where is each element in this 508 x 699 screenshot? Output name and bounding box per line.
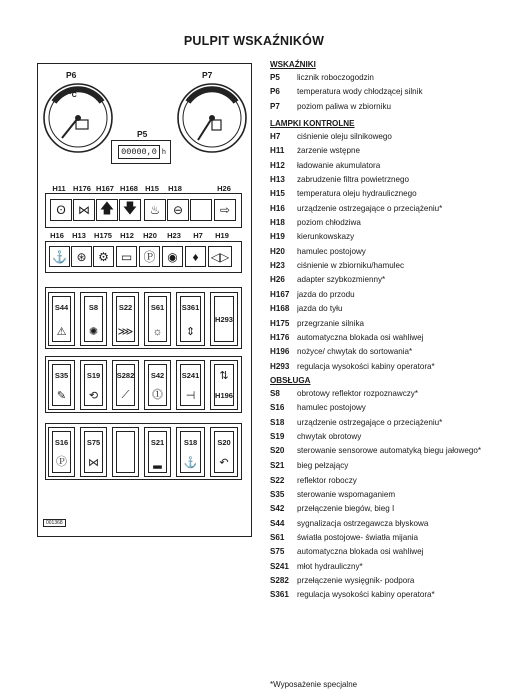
legend-desc: przegrzanie silnika bbox=[297, 318, 365, 328]
legend-desc: poziom chłodziwa bbox=[297, 218, 361, 228]
legend-desc: przełączenie wysięgnik- podpora bbox=[297, 576, 415, 585]
legend-desc: temperatura oleju hydraulicznego bbox=[297, 189, 417, 199]
switch-s18[interactable]: S18 ⚓ bbox=[176, 427, 205, 477]
legend-desc: kierunkowskazy bbox=[297, 232, 355, 242]
legend-item bbox=[270, 288, 500, 302]
legend-desc: regulacja wysokości kabiny operatora* bbox=[297, 590, 435, 600]
legend-code: S44 bbox=[270, 518, 285, 528]
legend-code: S241 bbox=[270, 561, 289, 571]
footnote: *Wyposażenie specjalne bbox=[270, 680, 358, 689]
legend-desc: automatyczna blokada osi wahliwej bbox=[297, 332, 424, 342]
legend-item bbox=[270, 130, 500, 144]
legend-item bbox=[270, 545, 500, 559]
legend-code: H11 bbox=[270, 146, 285, 156]
legend-code: H20 bbox=[270, 246, 285, 256]
parking-brake-switch-icon: Ⓟ bbox=[56, 456, 67, 468]
legend-item bbox=[270, 245, 500, 259]
legend-desc: chwytak obrotowy bbox=[297, 431, 362, 441]
hour-meter-value: 00000,0 bbox=[118, 145, 160, 159]
switch-s8[interactable]: S8 ✺ bbox=[80, 292, 107, 346]
legend-item bbox=[270, 317, 500, 331]
legend-code: S19 bbox=[270, 431, 285, 441]
legend-desc: temperatura wody chłodzącej silnik bbox=[297, 87, 423, 97]
legend-code: S18 bbox=[270, 417, 285, 427]
switch-s20[interactable]: S20 ↶ bbox=[210, 427, 238, 477]
switch-s16[interactable]: S16 Ⓟ bbox=[48, 427, 75, 477]
glow-plug-icon: ʘ bbox=[50, 199, 72, 221]
cab-height-icon: ⇕ bbox=[185, 326, 196, 338]
wskazniki-list bbox=[270, 71, 500, 114]
legend-code: H175 bbox=[270, 318, 290, 328]
parking-brake-icon: Ⓟ bbox=[139, 246, 160, 267]
legend-item bbox=[270, 430, 500, 444]
legend-desc: nożyce/ chwytak do sortowania* bbox=[297, 347, 413, 357]
switch-s19[interactable]: S19 ⟲ bbox=[80, 360, 107, 410]
legend-desc: reflektor roboczy bbox=[297, 475, 357, 485]
switch-s35[interactable]: S35 ✎ bbox=[48, 360, 75, 410]
lamp-h293: H293 bbox=[210, 292, 238, 346]
legend-code: S35 bbox=[270, 489, 285, 499]
coolant-level-icon: ⊖ bbox=[167, 199, 189, 221]
legend-desc: światła postojowe- światła mijania bbox=[297, 532, 419, 542]
legend-item bbox=[270, 100, 500, 114]
beacon-icon: ✺ bbox=[88, 326, 99, 338]
gauge-p6-unit: °C bbox=[69, 92, 77, 99]
legend-code: S21 bbox=[270, 461, 285, 471]
legend-code: S16 bbox=[270, 403, 285, 413]
legend-item bbox=[270, 85, 500, 99]
switch-s22[interactable]: S22 ⋙ bbox=[112, 292, 139, 346]
lamp-label-h18: H18 bbox=[168, 184, 182, 193]
legend-item bbox=[270, 71, 500, 85]
legend-item bbox=[270, 159, 500, 173]
work-light-icon: ⋙ bbox=[117, 326, 134, 338]
axle-lock-icon: ⋈ bbox=[73, 199, 95, 221]
legend-item bbox=[270, 259, 500, 273]
lamp-label-h16: H16 bbox=[50, 231, 64, 240]
legend-code: H176 bbox=[270, 332, 290, 342]
hour-meter-label: P5 bbox=[137, 129, 148, 139]
legend-desc: automatyczna blokada osi wahliwej bbox=[297, 547, 424, 557]
legend-item bbox=[270, 517, 500, 531]
legend-desc: zabrudzenie filtra powietrznego bbox=[297, 175, 410, 185]
legend-code: H7 bbox=[270, 132, 281, 142]
arrow-down-icon: 🡇 bbox=[119, 199, 141, 221]
section-heading-obsluga: OBSŁUGA bbox=[270, 375, 311, 385]
hazard-icon: ⚠ bbox=[56, 326, 67, 338]
legend-desc: żarzenie wstępne bbox=[297, 146, 360, 156]
legend-code: S22 bbox=[270, 475, 285, 485]
lamp-label-h13: H13 bbox=[72, 231, 86, 240]
blank-lamp bbox=[190, 199, 212, 221]
legend-desc: hamulec postojowy bbox=[297, 246, 366, 256]
lamp-label-h26: H26 bbox=[217, 184, 231, 193]
legend-code: H18 bbox=[270, 218, 285, 228]
legend-item bbox=[270, 202, 500, 216]
legend-code: S282 bbox=[270, 576, 289, 585]
legend-desc: sterowanie wspomaganiem bbox=[297, 489, 396, 499]
switch-s44[interactable]: S44 ⚠ bbox=[48, 292, 75, 346]
legend-item bbox=[270, 488, 500, 502]
legend-desc: regulacja wysokości kabiny operatora* bbox=[297, 361, 435, 371]
legend-item bbox=[270, 444, 500, 459]
creep-speed-icon: ▂ bbox=[153, 457, 162, 469]
legend-item bbox=[270, 459, 500, 473]
legend-desc: licznik roboczogodzin bbox=[297, 73, 374, 82]
lamp-label-h23: H23 bbox=[167, 231, 181, 240]
legend bbox=[270, 58, 500, 603]
turn-signal-icon: ◁▷ bbox=[208, 246, 232, 267]
section-heading-wskazniki: WSKAŹNIKI bbox=[270, 60, 316, 69]
up-down-arrows-icon: ⇅ bbox=[219, 370, 229, 382]
hydraulic-temp-icon: ♨ bbox=[144, 199, 166, 221]
legend-item bbox=[270, 360, 500, 374]
legend-code: P5 bbox=[270, 73, 280, 82]
lamp-h196: ⇅ H196 bbox=[210, 360, 238, 410]
legend-desc: urządzenie ostrzegające o przeciążeniu* bbox=[297, 203, 443, 213]
section-heading-lampki: LAMPKI KONTROLNE bbox=[270, 119, 355, 129]
legend-desc: sygnalizacja ostrzegawcza błyskowa bbox=[297, 518, 429, 528]
legend-desc: młot hydrauliczny* bbox=[297, 561, 363, 571]
gauge-p6-label: P6 bbox=[66, 70, 77, 80]
legend-desc: ciśnienie oleju silnikowego bbox=[297, 132, 392, 142]
rotating-grab-icon: ⟲ bbox=[88, 390, 99, 402]
oil-pressure-icon: ♦ bbox=[185, 246, 206, 267]
legend-desc: hamulec postojowy bbox=[297, 403, 366, 413]
idle-control-icon: ↶ bbox=[219, 457, 229, 469]
legend-desc: obrotowy reflektor rozpoznawczy* bbox=[297, 388, 419, 398]
lamp-label-h175: H175 bbox=[94, 231, 112, 240]
legend-item bbox=[270, 230, 500, 244]
legend-code: H168 bbox=[270, 304, 290, 314]
legend-code: S20 bbox=[270, 446, 285, 456]
legend-item bbox=[270, 588, 500, 602]
switch-s75[interactable]: S75 ⋈ bbox=[80, 427, 107, 477]
legend-item bbox=[270, 531, 500, 545]
lamp-label-h176: H176 bbox=[73, 184, 91, 193]
legend-item bbox=[270, 387, 500, 401]
gear-first-icon: ⓵ bbox=[152, 389, 163, 401]
legend-item bbox=[270, 502, 500, 516]
legend-desc: urządzenie ostrzegające o przeciążeniu* bbox=[297, 417, 443, 427]
legend-item bbox=[270, 401, 500, 415]
legend-item bbox=[270, 416, 500, 430]
legend-code: H196 bbox=[270, 347, 290, 357]
legend-item bbox=[270, 173, 500, 187]
switch-s42[interactable]: S42 ⓵ bbox=[144, 360, 171, 410]
legend-code: H167 bbox=[270, 289, 290, 299]
gauge-p7-label: P7 bbox=[202, 70, 213, 80]
lamp-label-h7: H7 bbox=[193, 231, 203, 240]
legend-code: P6 bbox=[270, 87, 280, 97]
air-filter-icon: ⊛ bbox=[71, 246, 92, 267]
lamp-label-h15: H15 bbox=[145, 184, 159, 193]
legend-code: S75 bbox=[270, 547, 285, 557]
overload-switch-icon: ⚓ bbox=[183, 457, 198, 469]
legend-code: H15 bbox=[270, 189, 285, 199]
switch-s21[interactable]: S21 ▂ bbox=[144, 427, 171, 477]
legend-desc: jazda do przodu bbox=[297, 289, 355, 299]
brake-pressure-icon: ◉ bbox=[162, 246, 183, 267]
switch-s241[interactable]: S241 ⊣ bbox=[176, 360, 205, 410]
legend-desc: poziom paliwa w zbiorniku bbox=[297, 101, 392, 111]
legend-item bbox=[270, 331, 500, 345]
engine-overheat-icon: ⚙ bbox=[93, 246, 114, 267]
legend-item bbox=[270, 345, 500, 359]
axle-lock-switch-icon: ⋈ bbox=[88, 457, 99, 469]
lamp-label-h168: H168 bbox=[120, 184, 138, 193]
arrow-up-icon: 🡅 bbox=[96, 199, 118, 221]
switch-blank bbox=[112, 427, 139, 477]
lamp-label-h167: H167 bbox=[96, 184, 114, 193]
legend-code: H23 bbox=[270, 261, 285, 271]
legend-code: S361 bbox=[270, 590, 289, 600]
legend-item bbox=[270, 144, 500, 158]
legend-code: S61 bbox=[270, 532, 285, 542]
lamp-label-h12: H12 bbox=[120, 231, 134, 240]
legend-desc: przełączenie biegów, bieg I bbox=[297, 504, 395, 514]
obsluga-list bbox=[270, 387, 500, 603]
page-title: PULPIT WSKAŹNIKÓW bbox=[183, 34, 325, 48]
legend-code: H19 bbox=[270, 232, 285, 242]
legend-code: H12 bbox=[270, 160, 285, 170]
switch-s61[interactable]: S61 ☼ bbox=[144, 292, 171, 346]
hour-meter-unit: h bbox=[162, 149, 166, 156]
hammer-icon: ⊣ bbox=[185, 390, 196, 402]
switch-s282[interactable]: S282 ⟋ bbox=[112, 360, 139, 410]
drawing-ref-number: 001368 bbox=[43, 519, 66, 527]
legend-desc: adapter szybkozmienny* bbox=[297, 275, 386, 285]
legend-item bbox=[270, 273, 500, 287]
legend-desc: jazda do tyłu bbox=[297, 304, 343, 314]
lamp-label-h20: H20 bbox=[143, 231, 157, 240]
legend-desc: ciśnienie w zbiorniku/hamulec bbox=[297, 261, 405, 271]
legend-code: S8 bbox=[270, 388, 280, 398]
legend-item bbox=[270, 302, 500, 316]
lights-icon: ☼ bbox=[152, 326, 163, 338]
legend-code: H26 bbox=[270, 275, 285, 285]
boom-support-icon: ⟋ bbox=[121, 389, 130, 401]
overload-hook-icon: ⚓ bbox=[49, 246, 70, 267]
battery-icon: ▭ bbox=[116, 246, 137, 267]
lamp-label-h11: H11 bbox=[52, 184, 66, 193]
legend-item bbox=[270, 560, 500, 574]
legend-code: H16 bbox=[270, 203, 285, 213]
legend-desc: bieg pełzający bbox=[297, 461, 349, 471]
servo-icon: ✎ bbox=[56, 390, 67, 402]
legend-item bbox=[270, 216, 500, 230]
legend-item bbox=[270, 474, 500, 488]
legend-item bbox=[270, 574, 500, 588]
switch-s361[interactable]: S361 ⇕ bbox=[176, 292, 205, 346]
legend-code: P7 bbox=[270, 101, 280, 111]
legend-code: S42 bbox=[270, 504, 285, 514]
legend-desc: ładowanie akumulatora bbox=[297, 160, 381, 170]
legend-desc: sterowanie sensorowe automatyką biegu jałowego* bbox=[297, 446, 482, 456]
legend-code: H293 bbox=[270, 361, 290, 371]
legend-code: H13 bbox=[270, 175, 285, 185]
lamp-label-h19: H19 bbox=[215, 231, 229, 240]
quick-coupler-icon: ⇨ bbox=[214, 199, 236, 221]
legend-item bbox=[270, 187, 500, 201]
lampki-list bbox=[270, 130, 500, 374]
